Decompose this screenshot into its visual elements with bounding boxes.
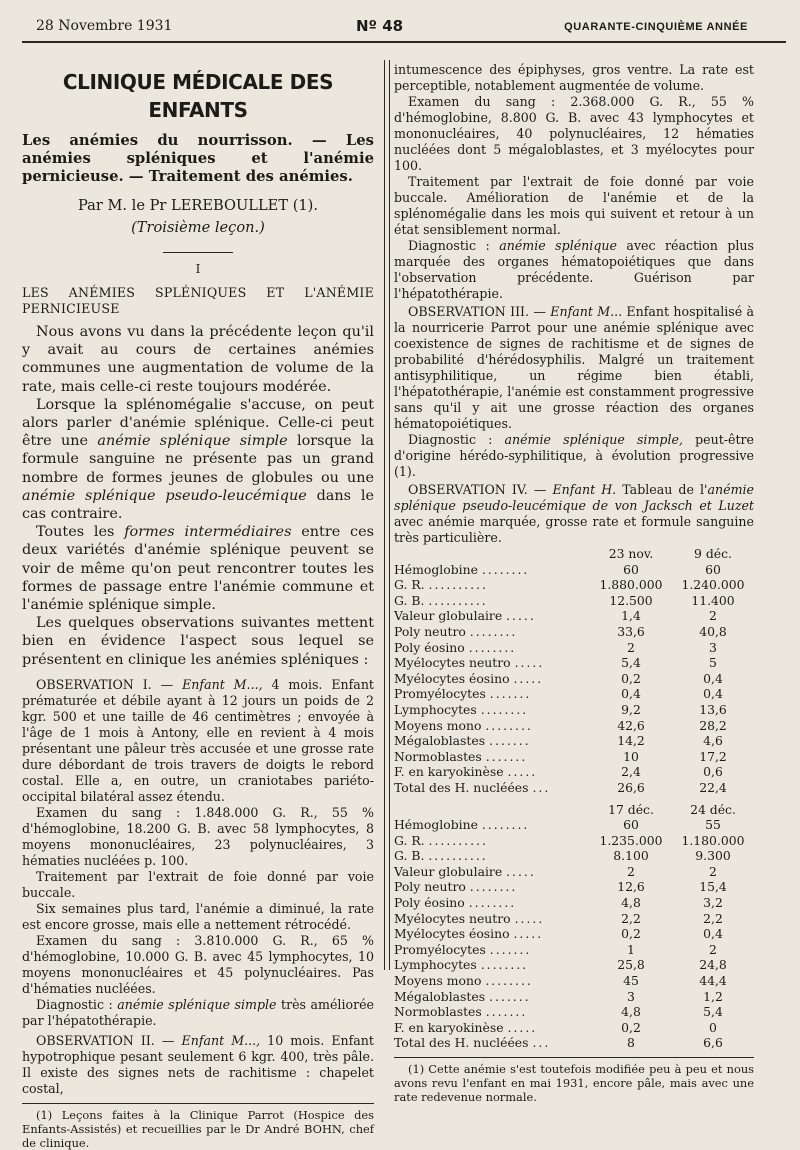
- table-cell-value-2: 22,4: [699, 779, 727, 795]
- table-cell-value-1: 45: [623, 973, 639, 989]
- table-cell-value-1: 4,8: [621, 895, 641, 911]
- dot-leader: ........: [468, 639, 517, 655]
- dot-leader: ..........: [428, 832, 488, 848]
- table-row-label: Moyens mono ........: [394, 717, 533, 733]
- table-cell-value-1: 4,8: [621, 1004, 641, 1020]
- observation-1-exam: Examen du sang : 1.848.000 G. R., 55 % d'hémoglobine, 18.200 G. B. avec 58 lymphocytes, 8 moyens mononucléaires, 23 polynucléaires, 3 hématies nucléées p. 100.: [22, 804, 374, 868]
- dot-leader: ........: [485, 973, 533, 989]
- table-row-label: Myélocytes éosino .....: [394, 926, 544, 942]
- table-cell-value-1: 2,2: [621, 910, 641, 926]
- table-cell-value-2: 11.400: [691, 592, 735, 608]
- table-row-label: Mégaloblastes .......: [394, 988, 531, 1004]
- observation-2: OBSERVATION II. — Enfant M..., 10 mois. Enfant hypotrophique pesant seulement 6 kgr. 400, très pâle. Il existe des signes nets de rachitisme : chapelet costal,: [22, 1032, 374, 1096]
- table-date: 17 déc.: [608, 801, 654, 817]
- table-cell-value-2: 1.180.000: [681, 832, 745, 848]
- blood-table-1: [394, 546, 754, 796]
- paragraph-3: Toutes les formes intermédiaires entre ces deux variétés d'anémie splénique peuvent se voir de même qu'on peut rencontrer toutes les formes de passage entre l'anémie commune et l'anémie splénique simple.: [22, 524, 375, 614]
- table-row: [394, 655, 754, 671]
- table-cell-value-2: 1.240.000: [681, 577, 745, 593]
- footnote-left: (1) Leçons faites à la Clinique Parrot (Hospice des Enfants-Assistés) et recueillies par le Dr André BOHN, chef de clinique.: [22, 1107, 374, 1150]
- table-cell-value-1: 0,2: [621, 1019, 641, 1035]
- dot-leader: ...: [532, 779, 551, 795]
- dot-leader: .....: [507, 764, 538, 780]
- dot-leader: .......: [489, 686, 532, 702]
- observation-1-exam-2: Examen du sang : 3.810.000 G. R., 65 % d'hémoglobine, 10.000 G. B. avec 45 lymphocytes, 10 moyens mononucléaires et 45 polynucléaires. Pas d'hématies nucléées.: [22, 932, 374, 996]
- table-row: [394, 686, 754, 702]
- table-cell-value-2: 44,4: [699, 973, 727, 989]
- table-row: [394, 577, 754, 593]
- table-cell-value-2: 0,4: [703, 926, 723, 942]
- table-cell-value-2: 9.300: [695, 848, 731, 864]
- table-row-label: Poly neutro ........: [394, 879, 518, 895]
- lesson-title: Les anémies du nourrisson. — Les anémies spléniques et l'anémie pernicieuse. — Traitement des anémies.: [22, 132, 374, 185]
- dot-leader: ........: [481, 817, 530, 833]
- table-cell-value-2: 1,2: [703, 988, 723, 1004]
- table-cell-value-2: 3,2: [703, 895, 723, 911]
- table-row: [394, 780, 754, 796]
- table-row-label: Lymphocytes ........: [394, 701, 529, 717]
- table-cell-value-1: 14,2: [617, 733, 645, 749]
- table-row: [394, 879, 754, 895]
- table-row: [394, 864, 754, 880]
- blood-table-2-header: [394, 802, 754, 818]
- table-cell-value-1: 0,2: [621, 670, 641, 686]
- table-cell-value-2: 3: [709, 639, 717, 655]
- table-row-label: Poly éosino ........: [394, 639, 517, 655]
- table-row-label: Valeur globulaire .....: [394, 863, 536, 879]
- table-cell-value-1: 1.235.000: [599, 832, 663, 848]
- observation-3-diagnosis: Diagnostic : anémie splénique simple, peut-être d'origine hérédo-syphilitique, à évolution progressive (1).: [394, 432, 754, 479]
- table-cell-value-1: 2,4: [621, 764, 641, 780]
- table-row-label: G. B. ..........: [394, 592, 488, 608]
- dot-leader: ........: [469, 623, 518, 639]
- table-cell-value-1: 60: [623, 817, 639, 833]
- table-row: [394, 1004, 754, 1020]
- table-cell-value-2: 0,4: [703, 686, 723, 702]
- dot-leader: .....: [514, 910, 545, 926]
- observation-1-followup: Six semaines plus tard, l'anémie a diminué, la rate est encore grosse, mais elle a nettement rétrocédé.: [22, 900, 374, 932]
- column-divider-double: [389, 60, 390, 970]
- table-row: [394, 848, 754, 864]
- blood-table-2: [394, 802, 754, 1052]
- dot-leader: ........: [468, 895, 517, 911]
- observation-2-continued: intumescence des épiphyses, gros ventre. La rate est perceptible, notablement augmentée de volume.: [394, 62, 754, 93]
- dot-leader: .......: [489, 941, 532, 957]
- table-cell-value-2: 5: [709, 655, 717, 671]
- dot-leader: ..........: [428, 848, 488, 864]
- dot-leader: .....: [506, 863, 536, 879]
- paragraph-2: Lorsque la splénomégalie s'accuse, on peut alors parler d'anémie splénique. Celle-ci peut être une anémie splénique simple lorsque la formule sanguine ne présente pas un grand nombre de formes jeunes de globules ou une anémie splénique pseudo-leucémique dans le cas contraire.: [22, 396, 374, 523]
- footnote-right: (1) Cette anémie s'est toutefois modifiée peu à peu et nous avons revu l'enfant en mai 1931, encore pâle, mais avec une rate redevenue normale.: [394, 1062, 754, 1104]
- table-cell-value-2: 4,6: [703, 733, 723, 749]
- table-row: [394, 973, 754, 989]
- header-date: 28 Novembre 1931: [36, 18, 173, 34]
- table-cell-value-2: 13,6: [699, 701, 727, 717]
- observation-2-exam: Examen du sang : 2.368.000 G. R., 55 % d'hémoglobine, 8.800 G. B. avec 43 lymphocytes et mononucléaires, 40 polynucléaires, 12 hématies nucléées dont 5 mégaloblastes, et 3 myélocytes pour 100.: [394, 94, 754, 173]
- blood-table-1-header: [394, 546, 754, 562]
- chapter-numeral: I: [195, 262, 201, 276]
- header-issue-number: Nº 48: [356, 17, 404, 35]
- table-cell-value-2: 24,8: [699, 957, 727, 973]
- table-row: [394, 989, 754, 1005]
- observation-1-treatment: Traitement par l'extrait de foie donné par voie buccale.: [22, 868, 374, 900]
- table-row-label: Normoblastes .......: [394, 1004, 528, 1020]
- table-row-label: Hémoglobine ........: [394, 561, 530, 577]
- table-row: [394, 833, 754, 849]
- table-row-label: G. R. ..........: [394, 832, 488, 848]
- table-cell-value-1: 10: [623, 748, 639, 764]
- table-row-label: F. en karyokinèse .....: [394, 1019, 538, 1035]
- table-row: [394, 749, 754, 765]
- table-row: [394, 1035, 754, 1051]
- section-title: CLINIQUE MÉDICALE DES ENFANTS: [62, 70, 334, 122]
- paragraph-4: Les quelques observations suivantes mettent bien en évidence l'aspect sous lequel se présentent en clinique les anémies spléniques :: [22, 615, 374, 668]
- observation-4: OBSERVATION IV. — Enfant H. Tableau de l'anémie splénique pseudo-leucémique de von Jacksch et Luzet avec anémie marquée, grosse rate et formule sanguine très particulière.: [394, 482, 754, 545]
- table-cell-value-1: 12,6: [617, 879, 645, 895]
- table-row-label: Myélocytes éosino .....: [394, 670, 544, 686]
- table-cell-value-1: 2: [627, 639, 635, 655]
- table-row-label: Normoblastes .......: [394, 748, 528, 764]
- observation-3: OBSERVATION III. — Enfant M... Enfant hospitalisé à la nourricerie Parrot pour une anémie splénique avec coexistence de signes de rachitisme et de signes de probabilité d'hérédosyphilis. Malgré un traitement antisyphilitique, un régime bien établi, l'hépatothérapie, l'anémie est constamment progressive sans qu'il y ait une grosse réaction des organes hématopoiétiques.: [394, 304, 754, 431]
- lesson-number: (Troisième leçon.): [131, 219, 265, 236]
- table-row: [394, 718, 754, 734]
- table-row-label: G. B. ..........: [394, 848, 488, 864]
- table-row: [394, 957, 754, 973]
- dot-leader: .....: [513, 926, 544, 942]
- title-rule: [163, 252, 233, 253]
- table-row: [394, 593, 754, 609]
- table-row: [394, 562, 754, 578]
- observation-1: OBSERVATION I. — Enfant M..., 4 mois. Enfant prématurée et débile ayant à 12 jours un poids de 2 kgr. 500 et une taille de 46 centimètres ; envoyée à l'âge de 1 mois à Antony, elle en revient à 4 mois présentant une pâleur très accusée et une grosse rate dure débordant de trois travers de doigts le rebord costal. Elle a, en outre, un craniotabes pariéto-occipital bilatéral assez étendu.: [22, 676, 374, 804]
- dot-leader: ........: [481, 561, 530, 577]
- table-cell-value-1: 60: [623, 561, 639, 577]
- table-row: [394, 733, 754, 749]
- header-rule: [22, 41, 786, 43]
- dot-leader: .......: [489, 733, 531, 749]
- table-row-label: F. en karyokinèse .....: [394, 764, 538, 780]
- table-cell-value-2: 5,4: [703, 1004, 723, 1020]
- table-row-label: Total des H. nucléées ...: [394, 1035, 551, 1051]
- table-cell-value-2: 0,4: [703, 670, 723, 686]
- table-row-label: G. R. ..........: [394, 577, 488, 593]
- table-cell-value-2: 6,6: [703, 1035, 723, 1051]
- table-cell-value-1: 8: [627, 1035, 635, 1051]
- table-cell-value-1: 26,6: [617, 779, 645, 795]
- table-cell-value-2: 60: [705, 561, 721, 577]
- table-row-label: Lymphocytes ........: [394, 957, 529, 973]
- table-date: 23 nov.: [608, 546, 654, 561]
- table-date: 24 déc.: [690, 801, 736, 817]
- table-cell-value-1: 1.880.000: [599, 577, 663, 593]
- table-cell-value-1: 3: [627, 988, 635, 1004]
- table-row-label: Mégaloblastes .......: [394, 733, 531, 749]
- table-row-label: Promyélocytes .......: [394, 686, 532, 702]
- dot-leader: .....: [506, 608, 536, 624]
- table-cell-value-1: 42,6: [617, 717, 645, 733]
- table-cell-value-2: 40,8: [699, 623, 727, 639]
- dot-leader: .......: [485, 1004, 528, 1020]
- table-cell-value-1: 12.500: [609, 592, 653, 608]
- dot-leader: .....: [507, 1019, 538, 1035]
- table-row: [394, 911, 754, 927]
- dot-leader: ..........: [428, 577, 488, 593]
- dot-leader: ........: [480, 957, 529, 973]
- table-row: [394, 640, 754, 656]
- footnote-rule: [22, 1103, 374, 1104]
- dot-leader: ..........: [428, 592, 488, 608]
- table-cell-value-2: 17,2: [699, 748, 727, 764]
- dot-leader: .....: [514, 655, 545, 671]
- table-row: [394, 671, 754, 687]
- table-row-label: Valeur globulaire .....: [394, 608, 536, 624]
- table-row: [394, 926, 754, 942]
- table-row: [394, 1020, 754, 1036]
- observation-1-diagnosis: Diagnostic : anémie splénique simple très améliorée par l'hépatothérapie.: [22, 996, 374, 1028]
- header-year: QUARANTE-CINQUIÈME ANNÉE: [564, 21, 748, 33]
- table-cell-value-1: 2: [627, 863, 635, 879]
- table-cell-value-1: 5,4: [621, 655, 641, 671]
- table-cell-value-2: 0: [709, 1019, 717, 1035]
- table-row-label: Poly neutro ........: [394, 623, 518, 639]
- observation-2-treatment: Traitement par l'extrait de foie donné par voie buccale. Amélioration de l'anémie et de la splénomégalie dans les mois qui suivent et retour à un état sensiblement normal.: [394, 174, 754, 237]
- table-row-label: Total des H. nucléées ...: [394, 779, 551, 795]
- table-cell-value-1: 1,4: [621, 608, 641, 624]
- dot-leader: ...: [532, 1035, 551, 1051]
- table-row-label: Promyélocytes .......: [394, 941, 532, 957]
- table-cell-value-1: 8.100: [613, 848, 649, 864]
- blood-table-2-body: [394, 817, 754, 1051]
- table-row-label: Poly éosino ........: [394, 895, 517, 911]
- table-row: [394, 942, 754, 958]
- table-cell-value-2: 0,6: [703, 764, 723, 780]
- left-column: [22, 62, 374, 1150]
- table-date: 9 déc.: [694, 546, 732, 561]
- dot-leader: .....: [513, 670, 544, 686]
- table-row-label: Myélocytes neutro .....: [394, 655, 545, 671]
- table-cell-value-2: 2: [709, 608, 717, 624]
- paragraph-1: Nous avons vu dans la précédente leçon qu'il y avait au cours de certaines anémies communes une augmentation de volume de la rate, mais celle-ci reste toujours modérée.: [22, 324, 374, 395]
- table-cell-value-1: 0,4: [621, 686, 641, 702]
- chapter-heading: LES ANÉMIES SPLÉNIQUES ET L'ANÉMIE PERNICIEUSE: [22, 285, 374, 316]
- dot-leader: .......: [489, 988, 531, 1004]
- author-line: Par M. le Pr LEREBOULLET (1).: [77, 197, 319, 214]
- footnote-rule: [394, 1057, 754, 1058]
- table-row-label: Moyens mono ........: [394, 973, 533, 989]
- page-header: [0, 0, 800, 36]
- table-cell-value-2: 55: [705, 817, 721, 833]
- table-cell-value-2: 2: [709, 863, 717, 879]
- table-cell-value-2: 15,4: [699, 879, 727, 895]
- blood-table-1-body: [394, 562, 754, 796]
- table-row: [394, 624, 754, 640]
- dot-leader: ........: [485, 717, 533, 733]
- dot-leader: ........: [480, 701, 529, 717]
- dot-leader: ........: [469, 879, 518, 895]
- table-row: [394, 608, 754, 624]
- right-column: [394, 62, 754, 1104]
- table-cell-value-1: 33,6: [617, 623, 645, 639]
- table-cell-value-2: 2: [709, 941, 717, 957]
- table-cell-value-2: 2,2: [703, 910, 723, 926]
- observation-2-diagnosis: Diagnostic : anémie splénique avec réaction plus marquée des organes hématopoiétiques que dans l'observation précédente. Guérison par l'hépatothérapie.: [394, 238, 754, 301]
- table-cell-value-2: 28,2: [699, 717, 727, 733]
- table-row: [394, 895, 754, 911]
- table-cell-value-1: 9,2: [621, 701, 641, 717]
- table-row: [394, 817, 754, 833]
- dot-leader: .......: [485, 748, 528, 764]
- table-cell-value-1: 25,8: [617, 957, 645, 973]
- table-cell-value-1: 1: [627, 941, 635, 957]
- table-row: [394, 702, 754, 718]
- column-divider: [384, 60, 385, 970]
- table-row-label: Myélocytes neutro .....: [394, 910, 545, 926]
- table-cell-value-1: 0,2: [621, 926, 641, 942]
- table-row: [394, 764, 754, 780]
- table-row-label: Hémoglobine ........: [394, 817, 530, 833]
